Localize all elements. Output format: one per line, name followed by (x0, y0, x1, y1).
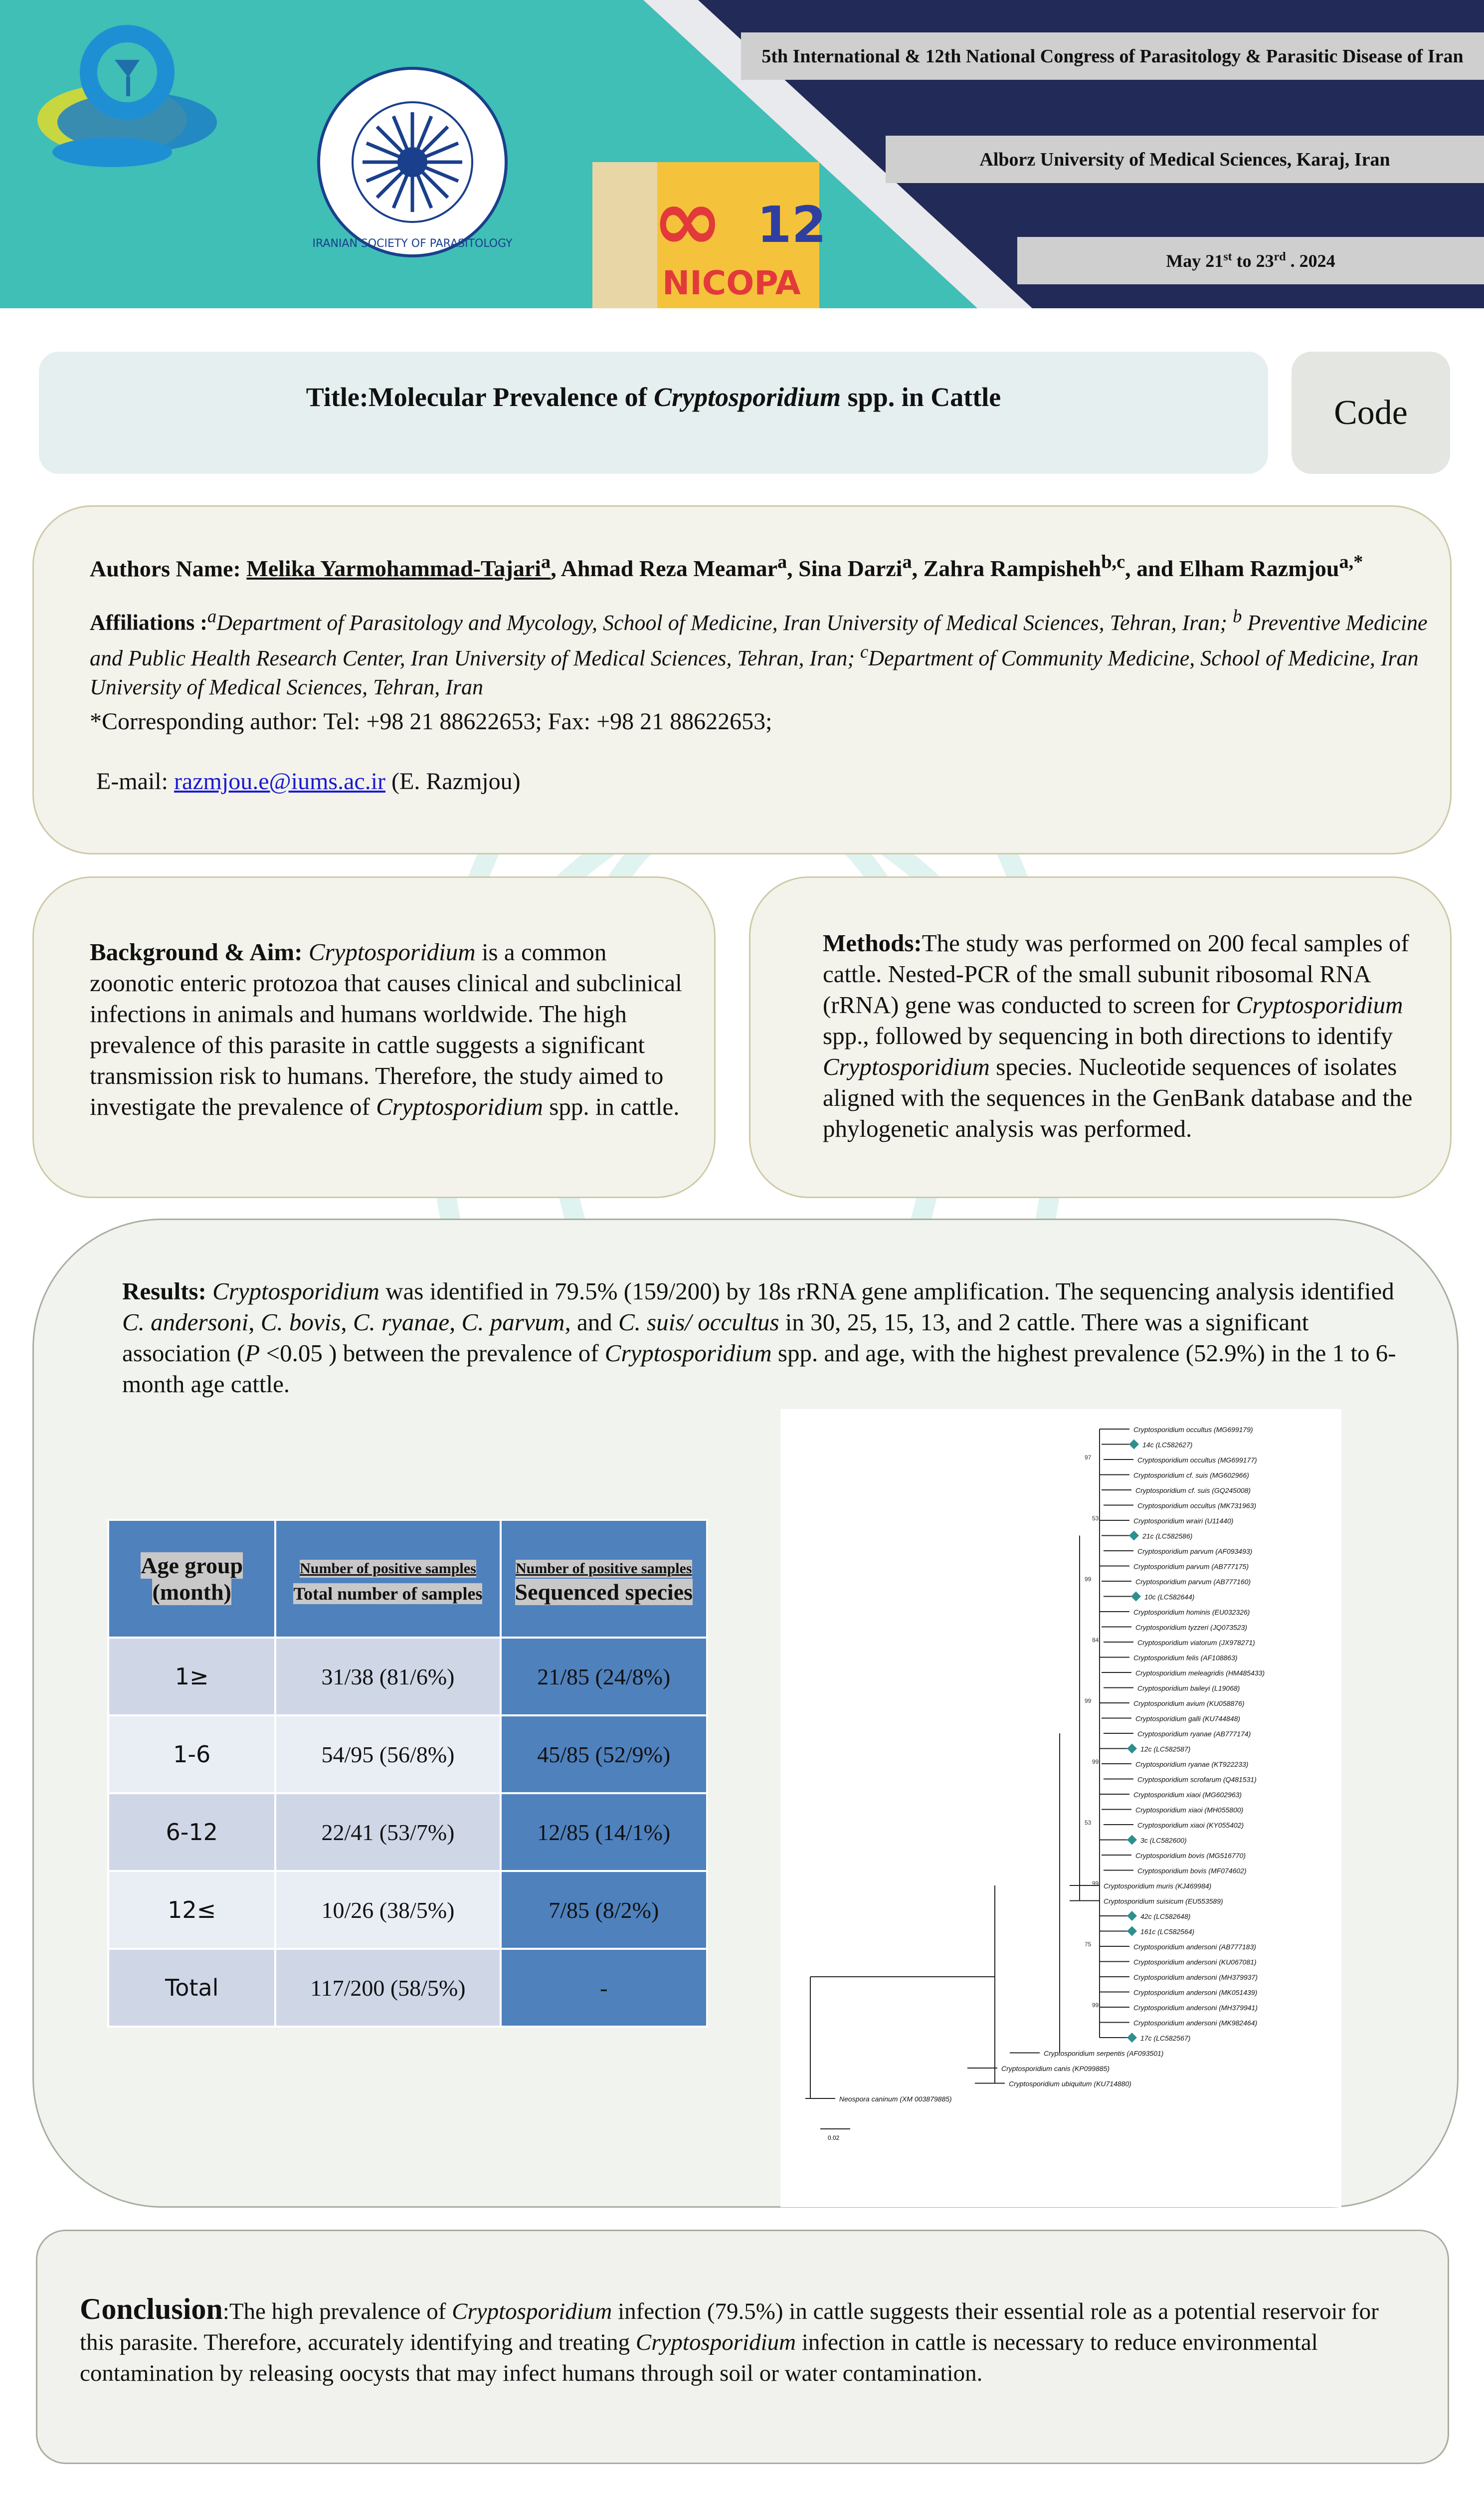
author-name: , Sina Darzi (787, 556, 903, 582)
title-box (39, 352, 1268, 474)
table-cell-pos: 54/95 (56/8%) (275, 1715, 500, 1793)
tree-leaf-label: Cryptosporidium bovis (MF074602) (1137, 1867, 1247, 1875)
corresponding-author: *Corresponding author: Tel: +98 21 88622653; Fax: +98 21 88622653; (90, 708, 772, 735)
tree-leaf-label: Cryptosporidium ubiquitum (KU714880) (1009, 2079, 1131, 2088)
tree-figure (780, 1409, 1341, 2207)
sample-marker-icon (1127, 1744, 1137, 1754)
table-cell-age: Total (108, 1949, 275, 2027)
sample-marker-icon (1129, 1531, 1139, 1541)
tree-leaf-label: Cryptosporidium canis (KP099885) (1001, 2065, 1110, 2073)
code-box (1292, 352, 1450, 474)
header-sequenced: Number of positive samples Sequenced species (501, 1520, 707, 1638)
table-row (108, 1793, 707, 1871)
venue: Alborz University of Medical Sciences, Karaj, Iran (979, 149, 1390, 170)
tree-leaf-label: 17c (LC582567) (1140, 2034, 1191, 2042)
date-bar (1017, 237, 1484, 284)
tree-leaf-label: Cryptosporidium andersoni (MK982464) (1133, 2019, 1258, 2027)
svg-text:NICOPA: NICOPA (662, 264, 801, 302)
tree-leaf-label: Cryptosporidium xiaoi (KY055402) (1137, 1821, 1244, 1829)
tree-leaf-label: 42c (LC582648) (1140, 1912, 1191, 1920)
bootstrap-value: 99 (1092, 1758, 1099, 1765)
tree-leaf-label: Cryptosporidium cf. suis (MG602966) (1133, 1471, 1249, 1479)
tree-leaf-label: Cryptosporidium andersoni (MH379941) (1133, 2004, 1258, 2012)
sample-marker-icon (1131, 1592, 1141, 1602)
table-row (108, 1715, 707, 1793)
bootstrap-value: 53 (1085, 1819, 1092, 1826)
tree-leaf-label: 12c (LC582587) (1140, 1745, 1191, 1753)
bootstrap-value: 99 (1092, 1880, 1099, 1887)
affiliation-mark: b (1233, 606, 1242, 626)
tree-leaf-label: Cryptosporidium ryanae (KT922233) (1135, 1760, 1249, 1768)
table-cell-seq: 12/85 (14/1%) (501, 1793, 707, 1871)
authors-line: Authors Name: Melika Yarmohammad-Tajari$^a$, Ahmad Reza Meamar$^a$, Sina Darzi$^a$, Zahra Rampisheh$^{b,c}$, and Elham Razmjou$^{a,*}$ (90, 552, 1363, 582)
affiliation-text: Preventive Medicine and Public Health Research Center, Iran University of Medical Sciences, Tehran, Iran; (90, 610, 1428, 671)
svg-text:IRANIAN SOCIETY OF PARASITOLOG: IRANIAN SOCIETY OF PARASITOLOGY (312, 237, 513, 250)
tree-leaf-label: Cryptosporidium andersoni (MK051439) (1133, 1988, 1258, 1997)
nicopa-logo (592, 162, 827, 308)
affiliations: Affiliations :$^a$Department of Parasitology and Mycology, School of Medicine, Iran University of Medical Sciences, Tehran, Iran; $^b$ Preventive Medicine and Public Health Research Center, Iran University of Medical Sciences, Tehran, Iran; $^c$Department of Community Medicine, School of Medicine, Iran University of Medical Sciences, Tehran, Iran (90, 606, 1428, 700)
tree-leaf-label: Cryptosporidium cf. suis (GQ245008) (1135, 1486, 1251, 1494)
congress-name-bar (741, 32, 1484, 80)
author-name: , Zahra Rampisheh (912, 556, 1102, 582)
affiliation-mark: c (860, 641, 869, 662)
venue-bar (886, 136, 1484, 183)
tree-leaf-label: Cryptosporidium viatorum (JX978271) (1137, 1639, 1255, 1647)
tree-leaf-label: Cryptosporidium ryanae (AB777174) (1137, 1730, 1251, 1738)
table-cell-seq: 45/85 (52/9%) (501, 1715, 707, 1793)
tree-leaf-label: Cryptosporidium hominis (EU032326) (1133, 1608, 1250, 1616)
tree-leaf-label: 14c (LC582627) (1142, 1441, 1193, 1449)
author-affiliation-mark: a (902, 552, 912, 573)
email-line: E-mail: razmjou.e@iums.ac.ir (E. Razmjou) (96, 768, 521, 795)
table-cell-age: 6-12 (108, 1793, 275, 1871)
authors-card (32, 505, 1452, 854)
tree-leaf-label: Cryptosporidium occultus (MG699177) (1137, 1456, 1257, 1464)
bootstrap-value: 84 (1092, 1637, 1099, 1644)
affiliation-text: Department of Parasitology and Mycology, School of Medicine, Iran University of Medical Sciences, Tehran, Iran; (216, 610, 1233, 635)
tree-leaf-label: Cryptosporidium parvum (AF093493) (1137, 1547, 1253, 1555)
bootstrap-value: 99 (1085, 1576, 1092, 1583)
tree-leaf-label: 3c (LC582600) (1140, 1836, 1187, 1845)
tree-leaf-label: Cryptosporidium bovis (MG516770) (1135, 1852, 1246, 1860)
table-row (108, 1949, 707, 2027)
bootstrap-value: 99 (1085, 1697, 1092, 1704)
affiliation-mark: a (207, 606, 217, 626)
poster-header (0, 0, 1484, 308)
congress-name: 5th International & 12th National Congress of Parasitology & Parasitic Disease of Iran (761, 45, 1464, 67)
author-affiliation-mark: b,c (1101, 552, 1125, 573)
sample-marker-icon (1127, 2033, 1137, 2043)
author-affiliation-mark: a (777, 552, 787, 573)
table-cell-seq: 7/85 (8/2%) (501, 1871, 707, 1949)
sample-marker-icon (1129, 1440, 1139, 1450)
table-cell-seq: 21/85 (24/8%) (501, 1638, 707, 1715)
congress-date: May 21st to 23rd . 2024 (1166, 250, 1335, 271)
bootstrap-value: 75 (1085, 1941, 1092, 1948)
table-cell-pos: 31/38 (81/6%) (275, 1638, 500, 1715)
table-cell-age: 1≥ (108, 1638, 275, 1715)
code-label: Code (1334, 393, 1408, 432)
tree-leaf-label: Cryptosporidium meleagridis (HM485433) (1135, 1669, 1265, 1677)
affiliation-text: Department of Community Medicine, School of Medicine, Iran University of Medical Sciences, Tehran, Iran (90, 646, 1419, 700)
tree-leaf-label: Cryptosporidium scrofarum (Q481531) (1137, 1775, 1257, 1784)
tree-leaf-label: Cryptosporidium andersoni (AB777183) (1133, 1943, 1256, 1951)
tree-leaf-label: Cryptosporidium muris (KJ469984) (1104, 1882, 1212, 1890)
tree-leaf-label: Cryptosporidium galli (KU744848) (1135, 1714, 1241, 1723)
background-card (32, 876, 716, 1198)
table-row (108, 1871, 707, 1949)
tree-leaf-label: Cryptosporidium andersoni (MH379937) (1133, 1973, 1258, 1981)
conclusion-text: Conclusion:The high prevalence of Cryptosporidium infection (79.5%) in cattle suggests their essential role as a potential reservoir for this parasite. Therefore, accurately identifying and treating Cryptosporidium infection in cattle is necessary to reduce environmental contamination by releasing oocysts that may infect humans through soil or water contamination. (80, 2292, 1379, 2386)
table-cell-pos: 117/200 (58/5%) (275, 1949, 500, 2027)
society-seal-icon (312, 67, 513, 257)
tree-leaf-label: Cryptosporidium serpentis (AF093501) (1044, 2049, 1164, 2058)
tree-leaf-label: Cryptosporidium suisicum (EU553589) (1104, 1897, 1223, 1905)
tree-leaf-label: 161c (LC582564) (1140, 1927, 1195, 1936)
bootstrap-value: 53 (1092, 1515, 1099, 1522)
author-affiliation-mark: a,* (1339, 552, 1363, 573)
table-cell-age: 1-6 (108, 1715, 275, 1793)
header-positive-total: Number of positive samples Total number of samples (275, 1520, 500, 1638)
tree-leaf-label: Cryptosporidium andersoni (KU067081) (1133, 1958, 1257, 1966)
tree-leaf-label: 10c (LC582644) (1144, 1593, 1195, 1601)
tree-leaf-label: Cryptosporidium occultus (MK731963) (1137, 1501, 1257, 1510)
table-cell-pos: 10/26 (38/5%) (275, 1871, 500, 1949)
tree-leaf-label: Cryptosporidium parvum (AB777160) (1135, 1578, 1251, 1586)
methods-text: Methods:The study was performed on 200 fecal samples of cattle. Nested-PCR of the small subunit ribosomal RNA (rRNA) gene was conducted to screen for Cryptosporidium spp., followed by sequencing in both directions to identify Cryptosporidium species. Nucleotide sequences of isolates aligned with the sequences in the GenBank database and the phylogenetic analysis was performed. (823, 929, 1413, 1142)
table-cell-age: 12≤ (108, 1871, 275, 1949)
tree-leaf-label: Cryptosporidium occultus (MG699179) (1133, 1426, 1253, 1434)
poster-title: Title:Molecular Prevalence of Cryptosporidium spp. in Cattle (306, 382, 1001, 412)
header-age-group: Age group (month) (108, 1520, 275, 1638)
scale-bar-label: 0.02 (828, 2134, 840, 2141)
methods-card (749, 876, 1452, 1198)
table-row (108, 1638, 707, 1715)
sample-marker-icon (1127, 1911, 1137, 1921)
bootstrap-value: 99 (1092, 2002, 1099, 2009)
svg-text:12: 12 (757, 196, 827, 254)
table-header-row (108, 1520, 707, 1638)
tree-leaf-label: Cryptosporidium parvum (AB777175) (1133, 1562, 1249, 1571)
bootstrap-value: 97 (1085, 1454, 1092, 1461)
tree-leaf-label: Cryptosporidium wrairi (U11440) (1133, 1517, 1234, 1525)
sample-marker-icon (1127, 1835, 1137, 1845)
sample-marker-icon (1127, 1926, 1137, 1936)
tree-leaf-label: Cryptosporidium xiaoi (MH055800) (1135, 1806, 1244, 1814)
phylogenetic-tree (780, 1409, 1341, 2207)
results-text: Results: Cryptosporidium was identified in 79.5% (159/200) by 18s rRNA gene amplification. The sequencing analysis identified C. andersoni, C. bovis, C. ryanae, C. parvum, and C. suis/ occultus in 30, 25, 15, 13, and 2 cattle. There was a significant association (P <0.05 ) between the prevalence of Cryptosporidium spp. and age, with the highest prevalence (52.9%) in the 1 to 6-month age cattle. (122, 1277, 1396, 1398)
tree-leaf-label: Cryptosporidium tyzzeri (JQ073523) (1135, 1623, 1248, 1632)
svg-text:∞: ∞ (652, 171, 723, 270)
tree-leaf-label: Cryptosporidium xiaoi (MG602963) (1133, 1791, 1242, 1799)
tree-leaf-label: Cryptosporidium felis (AF108863) (1133, 1654, 1238, 1662)
tree-leaf-label: Neospora caninum (XM 003879885) (839, 2095, 952, 2103)
tree-leaf-label: Cryptosporidium baileyi (L19068) (1137, 1684, 1240, 1692)
author-name: , Ahmad Reza Meamar (551, 556, 777, 582)
tree-leaf-label: Cryptosporidium avium (KU058876) (1133, 1699, 1245, 1707)
results-table (107, 1519, 708, 2028)
author-name: , and Elham Razmjou (1125, 556, 1339, 582)
background-text: Background & Aim: Cryptosporidium is a common zoonotic enteric protozoa that causes clinical and subclinical infections in animals and humans worldwide. The high prevalence of this parasite in cattle suggests a significant transmission risk to humans. Therefore, the study aimed to investigate the prevalence of Cryptosporidium spp. in cattle. (90, 938, 682, 1120)
table-cell-seq: - (501, 1949, 707, 2027)
conclusion-card (36, 2230, 1449, 2464)
nicopa-logo-icon (592, 162, 827, 308)
email-link[interactable]: razmjou.e@iums.ac.ir (174, 768, 386, 795)
congress-logo-icon (22, 17, 232, 182)
tree-leaf-label: 21c (LC582586) (1142, 1532, 1193, 1540)
table-cell-pos: 22/41 (53/7%) (275, 1793, 500, 1871)
